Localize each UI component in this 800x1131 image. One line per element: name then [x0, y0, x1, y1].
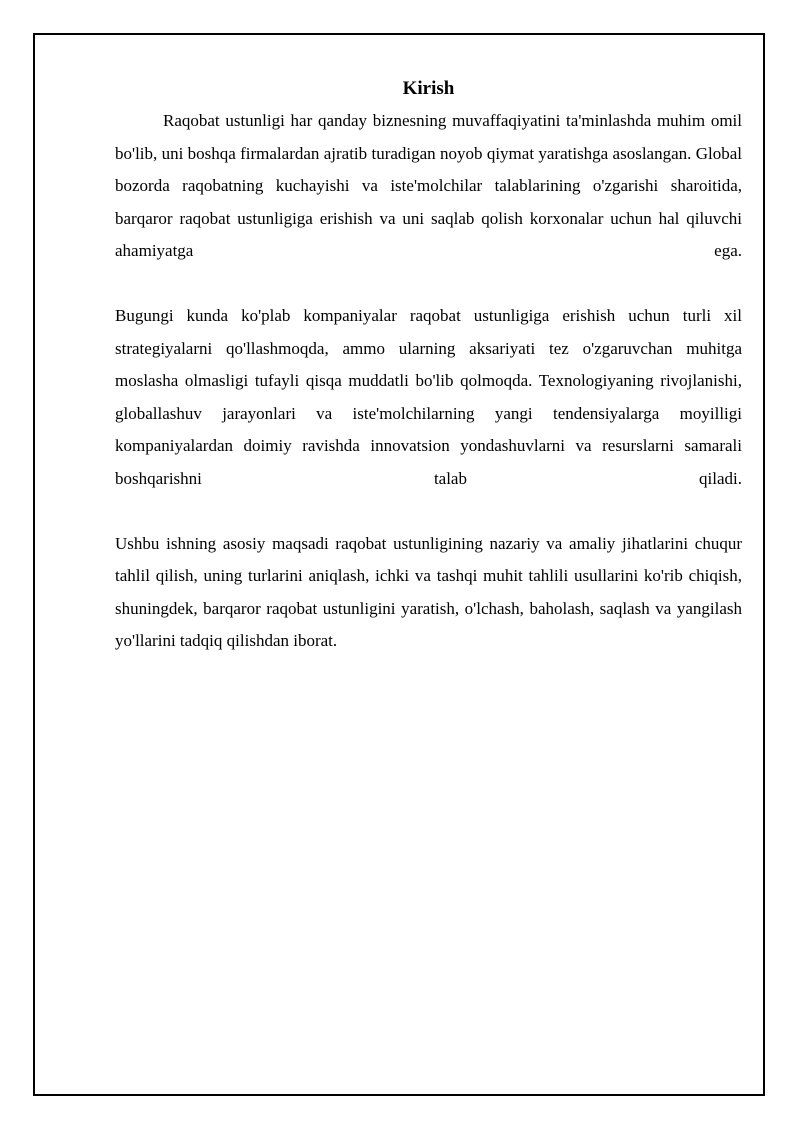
paragraph-gap: [115, 495, 742, 528]
paragraph-1: Raqobat ustunligi har qanday biznesning muvaffaqiyatini ta'minlashda muhim omil bo'lib, uni boshqa firmalardan ajratib turadigan noyob qiymat yaratishga asoslangan. Global bozorda raqobatning kuchayishi va iste'molchilar talablarining o'zgarishi sharoitida, barqaror raqobat ustunligiga erishish va uni saqlab qolish korxonalar uchun hal qiluvchi ahamiyatga ega.: [115, 111, 742, 260]
document-body: [115, 73, 742, 658]
paragraph-3: Ushbu ishning asosiy maqsadi raqobat ustunligining nazariy va amaliy jihatlarini chuqur tahlil qilish, uning turlarini aniqlash, ichki va tashqi muhit tahlili usullarini ko'rib chiqish, shuningdek, barqaror raqobat ustunligini yaratish, o'lchash, baholash, saqlash va yangilash yo'llarini tadqiq qilishdan iborat.: [115, 533, 742, 650]
paragraph-2: Bugungi kunda ko'plab kompaniyalar raqobat ustunligiga erishish uchun turli xil strategiyalarni qo'llashmoqda, ammo ularning aksariyati tez o'zgaruvchan muhitga moslasha olmasligi tufayli qisqa muddatli bo'lib qolmoqda. Texnologiyaning rivojlanishi, globallashuv jarayonlari va iste'molchilarning yangi tendensiyalarga moyilligi kompaniyalardan doimiy ravishda innovatsion yondashuvlarni va resurslarni samarali boshqarishni talab qiladi.: [115, 306, 742, 488]
paragraph-gap: [115, 268, 742, 301]
section-title: Kirish: [402, 78, 455, 99]
